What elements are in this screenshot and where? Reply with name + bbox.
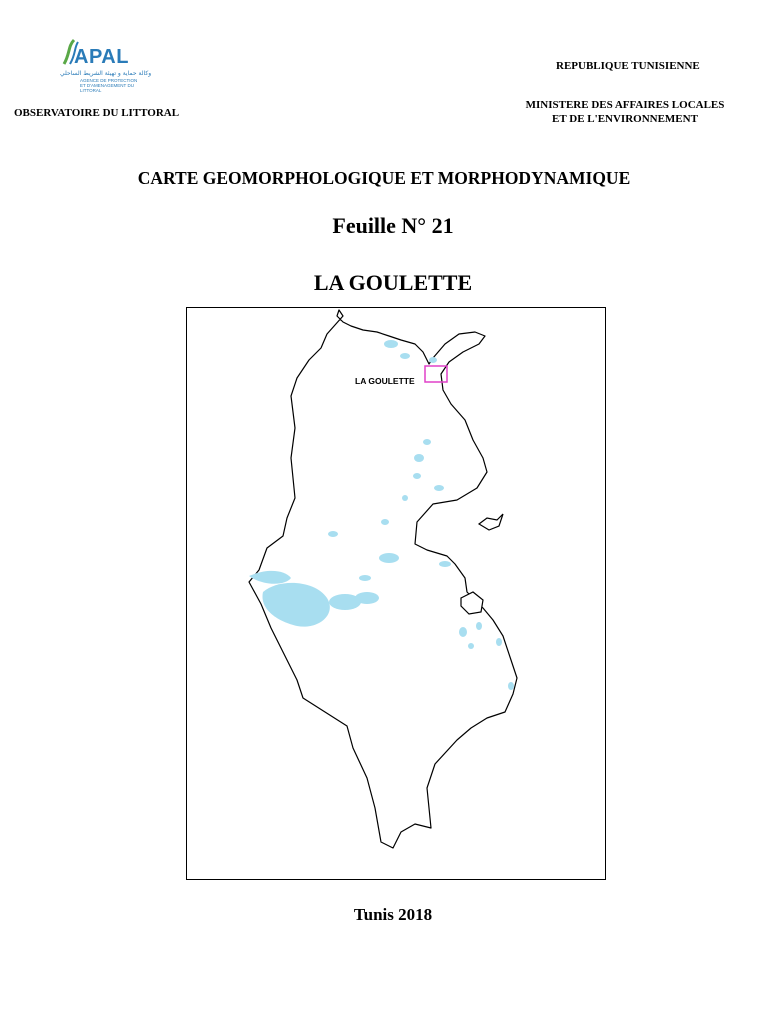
kerkennah-islands <box>479 514 503 530</box>
ministry-line-2: ET DE L'ENVIRONNEMENT <box>552 113 698 125</box>
sheet-number: Feuille N° 21 <box>332 213 454 238</box>
map-label: LA GOULETTE <box>355 376 415 386</box>
place-and-date: Tunis 2018 <box>353 905 433 924</box>
republic-name: REPUBLIQUE TUNISIENNE <box>556 60 700 72</box>
ministry-line-1: MINISTERE DES AFFAIRES LOCALES <box>525 99 725 111</box>
ministry-name <box>500 98 750 126</box>
logo-wordmark: APAL <box>74 46 129 68</box>
apal-logo <box>56 38 152 102</box>
observatory-name: OBSERVATOIRE DU LITTORAL <box>14 107 180 119</box>
place-name: LA GOULETTE <box>313 270 473 295</box>
logo-arabic-text: وكالة حماية و تهيئة الشريط الساحلي <box>60 70 152 77</box>
document-title: CARTE GEOMORPHOLOGIQUE ET MORPHODYNAMIQUE <box>137 168 631 188</box>
logo-subtitle: AGENCE DE PROTECTION ET D'AMENAGEMENT DU LITTORAL <box>80 78 138 93</box>
tunisia-map <box>187 308 607 881</box>
location-map <box>186 307 606 880</box>
